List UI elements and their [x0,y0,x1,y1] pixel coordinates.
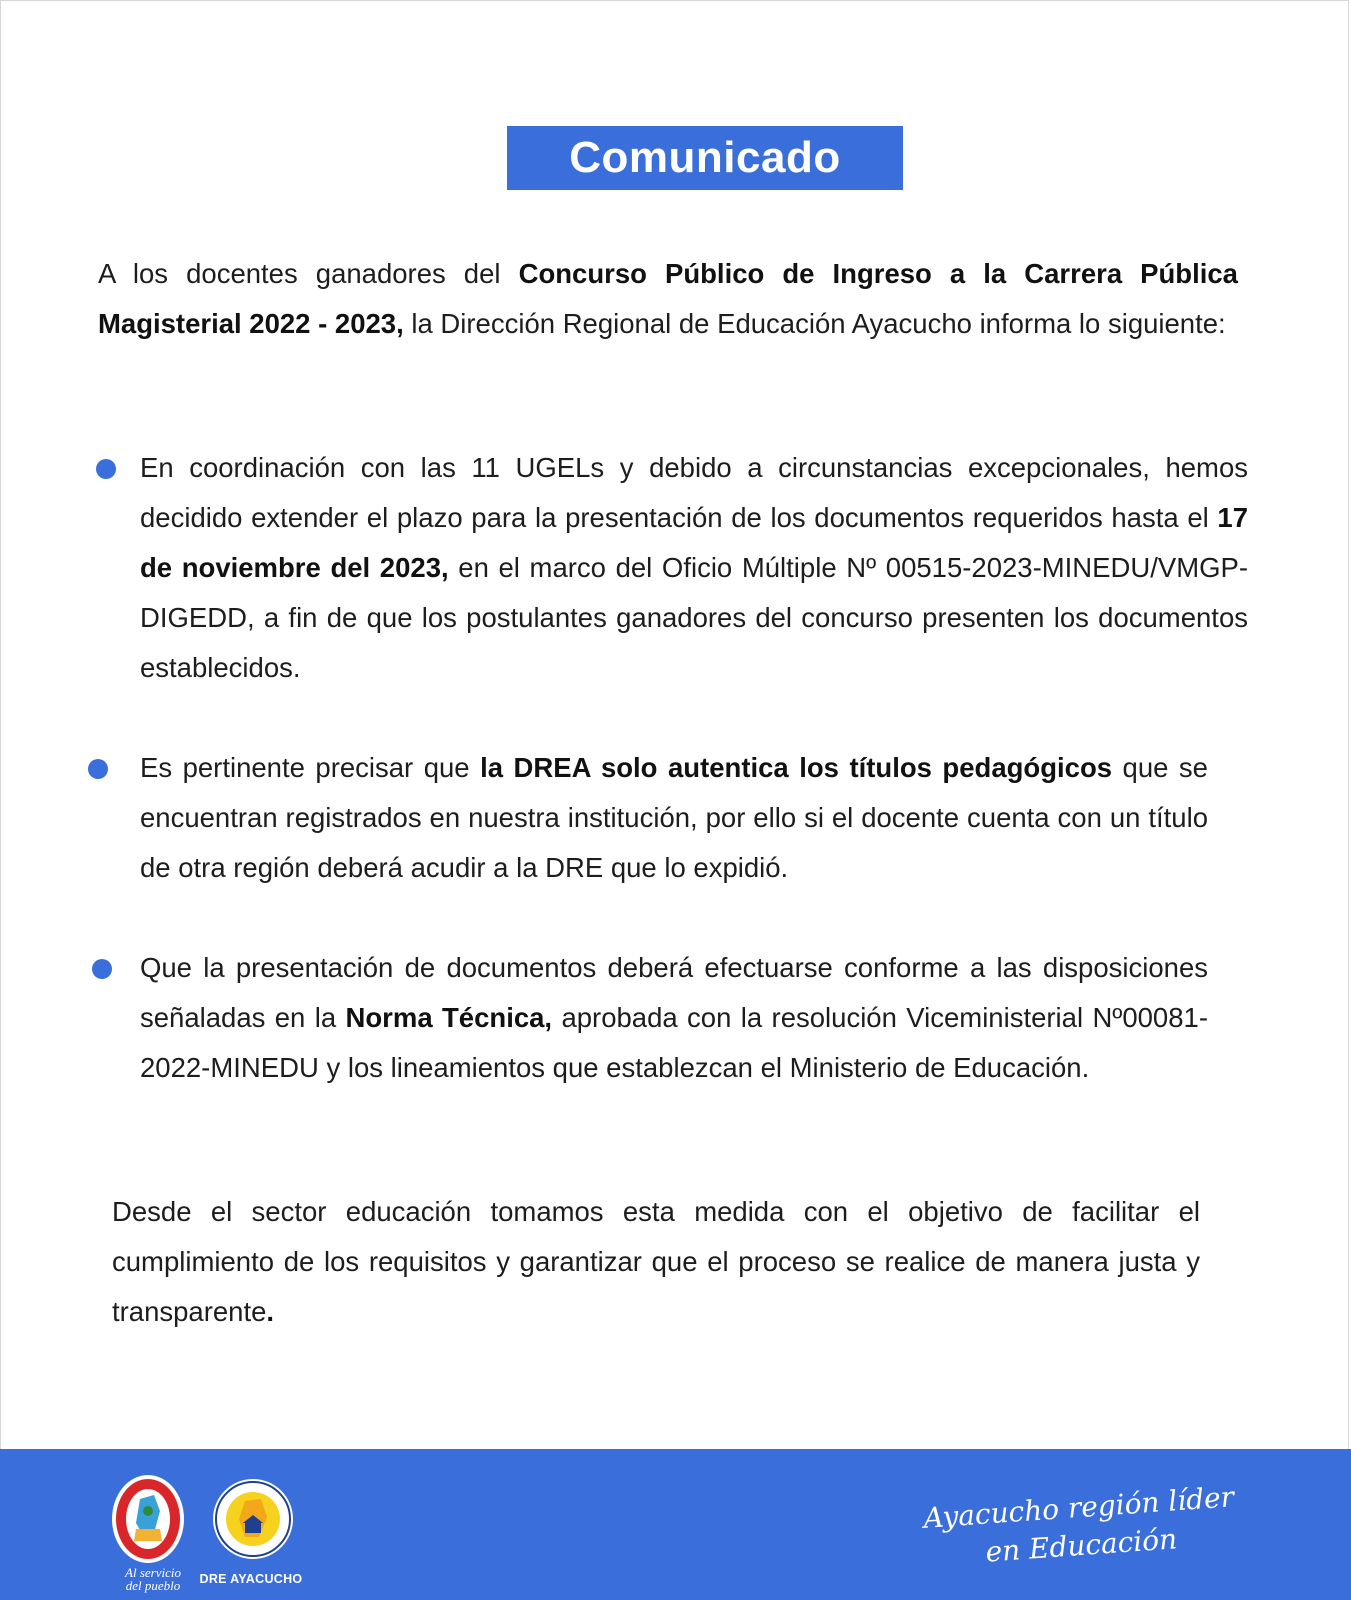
intro-text-2: la Dirección Regional de Educación Ayacucho informa lo siguiente: [403,308,1226,339]
bullet-1-text-2: en el marco del Oficio Múltiple Nº 00515-2023-MINEDU/VMGP-DIGEDD, a fin de que los postulantes ganadores del concurso presenten los documentos establecidos. [140,552,1249,683]
bullet-dot-1 [96,459,116,479]
intro-paragraph [98,249,1238,349]
bullet-3-text-1: Que la presentación de documentos deberá efectuarse conforme a las disposiciones señaladas en la [140,952,1208,1033]
bullet-2-text-2: que se encuentran registrados en nuestra institución, por ello si el docente cuenta con un título de otra región deberá acudir a la DRE que lo expidió. [140,752,1208,883]
bullet-1-text-1: En coordinación con las 11 UGELs y debido a circunstancias excepcionales, hemos decidido extender el plazo para la presentación de los documentos requeridos hasta el [140,452,1248,533]
logo-left-caption-line1: Al servicio [125,1565,181,1580]
bullet-item-2 [140,743,1208,893]
closing-paragraph [112,1187,1200,1337]
bullet-3-text-2: aprobada con la resolución Viceministerial Nº00081-2022-MINEDU y los lineamientos que establezcan el Ministerio de Educación. [140,1002,1208,1083]
bullet-item-1 [140,443,1248,693]
slogan [918,1478,1243,1576]
closing-text: Desde el sector educación tomamos esta medida con el objetivo de facilitar el cumplimiento de los requisitos y garantizar que el proceso se realice de manera justa y transparente [112,1196,1200,1327]
logo-right-caption: DRE AYACUCHO [199,1572,303,1586]
bullet-dot-3 [92,959,112,979]
logo-left-caption-line2: del pueblo [125,1578,181,1593]
bullet-3-bold: Norma Técnica, [345,1002,553,1033]
page-title [507,126,903,190]
logo-left-caption [108,1566,198,1592]
bullet-1-bold: 17 de noviembre del 2023, [140,502,1248,583]
bullet-2-text-1: Es pertinente precisar que [140,752,481,783]
closing-period: . [266,1296,275,1327]
footer-band [0,1449,1351,1600]
slogan-line-2: en Educación [984,1522,1179,1569]
intro-text-1: A los docentes ganadores del [98,258,519,289]
slogan-line-1: Ayacucho región líder [922,1480,1236,1535]
bullet-dot-2 [88,759,108,779]
intro-bold: Concurso Público de Ingreso a la Carrera Pública Magisterial 2022 - 2023, [98,258,1238,339]
bullet-item-3 [140,943,1208,1093]
bullet-2-bold: la DREA solo autentica los títulos pedagógicos [480,752,1113,783]
title-text: Comunicado [569,133,841,182]
